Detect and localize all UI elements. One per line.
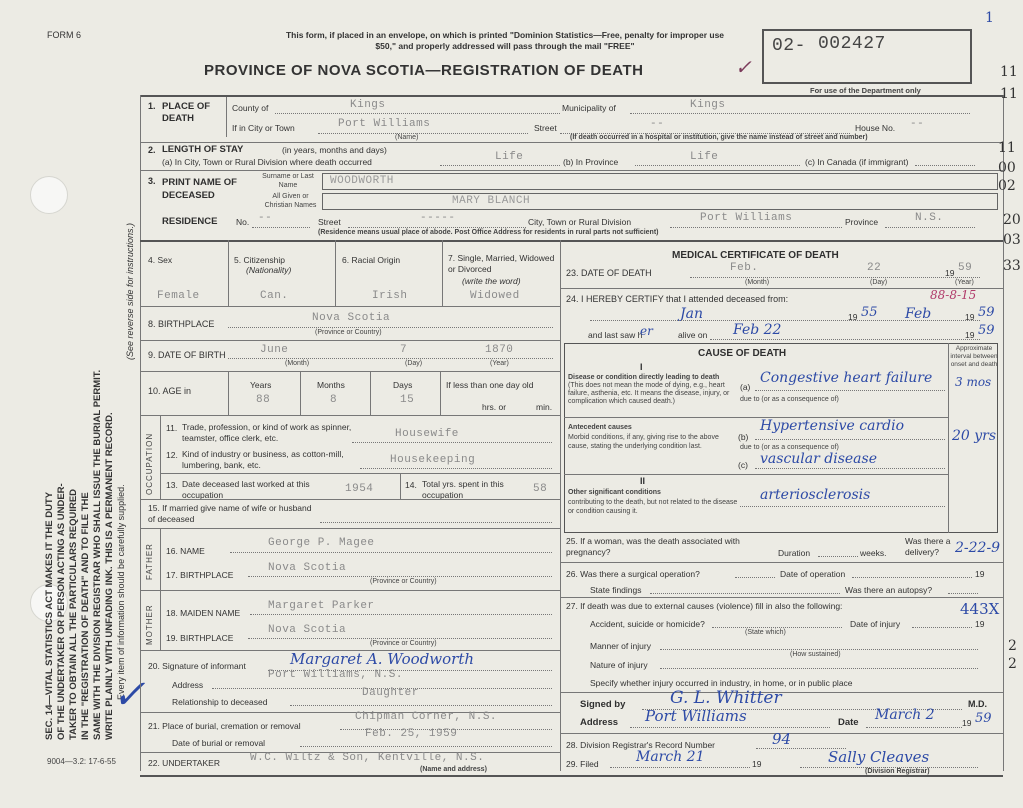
q24-alive-year: 59 — [978, 323, 995, 338]
stay-b-label: (b) In Province — [563, 157, 619, 167]
cause-b-value: Hypertensive cardio — [760, 418, 905, 434]
cause-c-label: (c) — [738, 460, 748, 470]
hrs-label: hrs. or — [482, 402, 507, 412]
undertaker-value: W.C. Wiltz & Son, Kentville, N.S. — [250, 752, 485, 764]
father-birth-line — [248, 576, 552, 577]
res-city-line — [670, 227, 842, 228]
q24-last-h: er — [640, 324, 653, 338]
origin-value: Irish — [372, 290, 408, 302]
mother-birth-sub: (Province or Country) — [370, 640, 437, 647]
rule-9 — [140, 528, 560, 529]
date-value: March 2 — [875, 707, 935, 723]
mother-birth-line — [248, 638, 552, 639]
medical-title: MEDICAL CERTIFICATE OF DEATH — [672, 250, 839, 261]
burial-place-label: 21. Place of burial, cremation or removal — [148, 721, 301, 731]
stay-sub: (in years, months and days) — [282, 145, 387, 155]
rule-8 — [140, 499, 560, 500]
q11-value: Housewife — [395, 428, 459, 440]
county-value: Kings — [350, 99, 386, 111]
side-instruction-1: SEC. 14—VITAL STATISTICS ACT MAKES IT THE DUTY — [44, 491, 55, 740]
sex-value: Female — [157, 290, 200, 302]
margin-mark-3: 11 — [1000, 86, 1018, 102]
cause-b-line — [755, 439, 945, 440]
injury-date-label: Date of injury — [850, 619, 901, 629]
how-sustained: (How sustained) — [790, 651, 841, 658]
occupation-side-label: OCCUPATION — [145, 432, 154, 495]
margin-mark-8: 03 — [1003, 232, 1021, 248]
q23-day-sub: (Day) — [870, 279, 888, 286]
hospital-note: (If death occurred in a hospital or institution, give the name instead of street and number) — [570, 134, 868, 141]
margin-note: 88-8-15 — [930, 288, 977, 302]
city-name-note: (Name) — [395, 134, 419, 141]
informant-rel-line — [290, 705, 552, 706]
q24-from-year: 55 — [861, 305, 878, 320]
municipality-line — [630, 113, 970, 114]
registrar-signature: Sally Cleaves — [828, 748, 930, 766]
stay-a-label: (a) In City, Town or Rural Division where death occurred — [162, 157, 372, 167]
county-line — [275, 113, 560, 114]
citizenship-value: Can. — [260, 290, 289, 302]
dob-year: 1870 — [485, 344, 514, 356]
stay-b-value: Life — [690, 151, 719, 163]
q29-value: March 21 — [636, 749, 705, 765]
burial-date-line — [300, 746, 552, 747]
stay-a-line — [440, 165, 560, 166]
place-num: 1. — [148, 101, 156, 111]
side-instruction-2: OF THE UNDERTAKER OR PERSON ACTING AS UNDER- — [56, 483, 67, 740]
citizenship-sub: (Nationality) — [246, 265, 292, 275]
age-div-1 — [228, 371, 229, 415]
header-check-mark: ✓ — [735, 55, 752, 79]
accident-label: Accident, suicide or homicide? — [590, 619, 705, 629]
q28-value: 94 — [772, 730, 792, 748]
burial-date-value: Feb. 25, 1959 — [365, 728, 458, 740]
residence-street-value: ----- — [420, 212, 456, 224]
residence-no-label: No. — [236, 217, 250, 227]
stay-a-value: Life — [495, 151, 524, 163]
q12-line — [360, 468, 552, 469]
birthplace-line — [228, 327, 553, 328]
min-label: min. — [536, 402, 553, 412]
left-rule — [140, 95, 141, 771]
accident-line — [712, 627, 842, 628]
q23-year: 59 — [958, 262, 973, 274]
q24-last: and last saw h — [588, 330, 643, 340]
dob-month-sub: (Month) — [285, 360, 310, 367]
residence-street-label: Street — [318, 217, 341, 227]
roman-1: I — [640, 362, 643, 372]
age-years: 88 — [256, 394, 271, 406]
manner-label: Manner of injury — [590, 641, 651, 651]
dob-year-sub: (Year) — [490, 360, 509, 367]
house-value: -- — [910, 118, 925, 130]
residence-province-label: Province — [845, 217, 879, 227]
spouse-label: 15. If married give name of wife or husband of deceased — [148, 503, 312, 524]
delivery-note: 2-22-9 — [955, 540, 1001, 556]
given-value: MARY BLANCH — [452, 195, 531, 207]
undertaker-label: 22. UNDERTAKER — [148, 758, 220, 768]
rule-7 — [140, 415, 560, 416]
given-box — [322, 193, 998, 210]
other-label: Other significant conditions — [568, 489, 661, 496]
q23-label: 23. DATE OF DEATH — [566, 268, 652, 278]
birthplace-label: 8. BIRTHPLACE — [148, 319, 215, 329]
res-prov-line — [885, 227, 975, 228]
direct-label: Disease or condition directly leading to death — [568, 374, 720, 381]
form-title: PROVINCE OF NOVA SCOTIA—REGISTRATION OF DEATH — [204, 62, 644, 79]
dept-note: For use of the Department only — [810, 86, 921, 95]
check-mark: ✓ — [112, 672, 146, 718]
reg-number: 002427 — [818, 34, 886, 54]
q11-label: Trade, profession, or kind of work as spinner, teamster, office clerk, etc. — [182, 422, 352, 443]
lessday-label: If less than one day old — [446, 380, 534, 390]
q27-note: 443X — [960, 600, 1000, 618]
mail-notice: This form, if placed in an envelope, on which is printed "Dominion Statistics—Free, penalty for improper use $50," and properly addressed will pass through the mail "FREE" — [285, 30, 725, 51]
father-birth-value: Nova Scotia — [268, 562, 347, 574]
informant-addr-label: Address — [172, 680, 204, 690]
city-line — [318, 133, 528, 134]
stay-c-label: (c) In Canada (if immigrant) — [805, 157, 909, 167]
interval-div — [948, 343, 949, 533]
reg-prefix: 02- — [772, 36, 806, 56]
nature-line — [660, 668, 978, 669]
sex-label: 4. Sex — [148, 255, 173, 265]
rule-r3 — [560, 597, 1003, 598]
q24-to-year: 59 — [978, 305, 995, 320]
cause-bc-interval: 20 yrs — [952, 428, 997, 444]
residence-city-value: Port Williams — [700, 212, 793, 224]
municipality-value: Kings — [690, 99, 726, 111]
q12-value: Housekeeping — [390, 454, 476, 466]
other-line — [740, 506, 945, 507]
q13-label: Date deceased last worked at this occupation — [182, 479, 310, 500]
rule-2 — [140, 170, 1003, 171]
burial-date-label: Date of burial or removal — [172, 738, 266, 748]
stay-b-line — [635, 165, 800, 166]
marital-value: Widowed — [470, 290, 520, 302]
q28-label: 28. Division Registrar's Record Number — [566, 740, 716, 750]
side-instruction-3: TAKER TO OBTAIN ALL THE PARTICULARS REQUIRED — [68, 488, 79, 740]
margin-mark-7: 20 — [1003, 212, 1021, 228]
date-label: Date — [838, 717, 859, 728]
rule-4 — [140, 306, 560, 307]
antecedent-note: Morbid conditions, if any, giving rise to the above cause, stating the underlying condition last. — [568, 434, 719, 450]
duration-label: Duration — [778, 548, 811, 558]
county-label: County of — [232, 103, 269, 113]
stay-num: 2. — [148, 145, 156, 155]
house-label: House No. — [855, 123, 896, 133]
margin-mark-10: 2 — [1008, 638, 1017, 654]
rule-occ — [160, 473, 560, 474]
cause-a-line — [755, 390, 945, 391]
cause-c-value: vascular disease — [760, 451, 877, 467]
nature-label: Nature of injury — [590, 660, 648, 670]
mother-birth-label: 19. BIRTHPLACE — [166, 633, 234, 643]
city-value: Port Williams — [338, 118, 431, 130]
q26-line — [735, 577, 775, 578]
father-name-label: 16. NAME — [166, 546, 205, 556]
street-value: -- — [650, 118, 665, 130]
antecedent-label: Antecedent causes — [568, 424, 632, 431]
informant-sig-label: 20. Signature of informant — [148, 661, 246, 671]
p-div-2 — [335, 240, 336, 306]
bottom-rule — [140, 775, 1003, 777]
undertaker-sub: (Name and address) — [420, 766, 487, 773]
origin-label: 6. Racial Origin — [342, 255, 401, 265]
top-rule — [140, 95, 1003, 97]
q29-line — [610, 767, 750, 768]
place-divider — [226, 97, 227, 137]
residence-note: (Residence means usual place of abode. Post Office Address for residents in rural parts not sufficient) — [318, 229, 659, 236]
side-instruction-6: WRITE PLAINLY WITH UNFADING INK. THIS IS A PERMANENT RECORD. — [104, 412, 115, 740]
direct-note: (This does not mean the mode of dying, e.g., heart failure, asthenia, etc. It means the disease, injury, or complication which caused death.) — [568, 382, 730, 405]
findings-line — [650, 593, 840, 594]
mother-name-label: 18. MAIDEN NAME — [166, 608, 241, 618]
address-label: Address — [580, 717, 619, 728]
q29-year-pre: 19 — [752, 759, 762, 769]
injury-date-line — [912, 627, 972, 628]
interval-label: Approximate interval between onset and death — [950, 345, 998, 368]
margin-mark-9: 33 — [1003, 258, 1021, 274]
q23-line — [690, 277, 980, 278]
rule-3 — [140, 240, 1003, 242]
right-rule — [1003, 95, 1004, 771]
date-line — [866, 727, 962, 728]
rule-10 — [140, 590, 560, 591]
delivery-label: Was there a delivery? — [905, 536, 951, 557]
surname-label: Surname or Last Name — [262, 173, 314, 189]
q23-year-pre: 19 — [945, 268, 955, 278]
given-label: All Given or Christian Names — [264, 193, 317, 209]
cause-a-interval: 3 mos — [955, 375, 992, 389]
dob-month: June — [260, 344, 289, 356]
date-year: 59 — [975, 711, 992, 726]
spouse-line — [320, 522, 552, 523]
father-birth-sub: (Province or Country) — [370, 578, 437, 585]
autopsy-line — [948, 593, 978, 594]
father-name-value: George P. Magee — [268, 537, 375, 549]
birthplace-value: Nova Scotia — [312, 312, 391, 324]
cause-b-label: (b) — [738, 432, 749, 442]
informant-signature: Margaret A. Woodworth — [290, 650, 475, 668]
age-div-3 — [370, 371, 371, 415]
signed-label: Signed by — [580, 699, 626, 710]
q14-value: 58 — [533, 483, 548, 495]
side-instruction-5: SAME WITH THE DIVISION REGISTRAR WHO SHALL ISSUE THE BURIAL PERMIT. — [92, 369, 103, 740]
other-note: contributing to the death, but not related to the disease or condition causing it. — [568, 499, 738, 515]
findings-label: State findings — [590, 585, 642, 595]
q23-year-sub: (Year) — [955, 279, 974, 286]
residence-no-value: -- — [258, 212, 273, 224]
age-div-4 — [440, 371, 441, 415]
residence-city-label: City, Town or Rural Division — [528, 217, 632, 227]
autopsy-label: Was there an autopsy? — [845, 585, 933, 595]
q13-num: 13. — [166, 480, 178, 490]
years-label: Years — [250, 380, 272, 390]
q11-num: 11. — [166, 423, 178, 433]
surname-box — [322, 173, 998, 190]
q14-num: 14. — [405, 480, 417, 490]
q24-alive: alive on — [678, 330, 708, 340]
informant-address: Port Williams, N.S. — [268, 669, 403, 681]
burial-place-value: Chipman Corner, N.S. — [355, 711, 498, 723]
stay-label: LENGTH OF STAY — [162, 144, 244, 155]
margin-mark-1: 1 — [985, 10, 994, 26]
q24-year-pre-3: 19 — [965, 330, 975, 340]
q26-label: 26. Was there a surgical operation? — [566, 569, 700, 579]
q11-line — [352, 442, 552, 443]
res-no-line — [252, 227, 310, 228]
father-birth-label: 17. BIRTHPLACE — [166, 570, 234, 580]
cause-a-value: Congestive heart failure — [760, 370, 933, 386]
q23-month: Feb. — [730, 262, 759, 274]
rule-5 — [140, 340, 560, 341]
informant-relationship: Daughter — [362, 687, 419, 699]
state-which: (State which) — [745, 629, 786, 636]
city-label: If in City or Town — [232, 123, 295, 133]
q24-from: Jan — [680, 306, 703, 322]
signed-value: G. L. Whitter — [670, 688, 782, 708]
informant-rel-label: Relationship to deceased — [172, 697, 268, 707]
specify-label: Specify whether injury occurred in industry, in home, or in public place — [590, 678, 853, 688]
form-code: 9004—3.2: 17-6-55 — [47, 757, 116, 766]
q14-label: Total yrs. spent in this occupation — [422, 479, 504, 500]
rule-6 — [140, 371, 560, 372]
margin-mark-2: 11 — [1000, 64, 1018, 80]
cause-a-label: (a) — [740, 382, 751, 392]
age-label: 10. AGE in — [148, 386, 192, 396]
op-date-label: Date of operation — [780, 569, 846, 579]
mother-name-value: Margaret Parker — [268, 600, 375, 612]
q12-label: Kind of industry or business, as cotton-mill, lumbering, bank, etc. — [182, 449, 344, 470]
md-label: M.D. — [968, 699, 987, 709]
q24-to: Feb — [905, 306, 932, 322]
due-to-2: due to (or as a consequence of) — [740, 444, 839, 451]
punch-hole-top — [30, 176, 68, 214]
side-instruction-4: IN THE "REGISTRATION OF DEATH" AND TO FILE THE — [80, 492, 91, 740]
occ-div-2 — [400, 473, 401, 499]
street-label: Street — [534, 123, 557, 133]
q24-year-pre-1: 19 — [848, 312, 858, 322]
q24-line-2 — [710, 339, 980, 340]
age-days: 15 — [400, 394, 415, 406]
cause-rule-2 — [564, 474, 948, 475]
days-label: Days — [393, 380, 413, 390]
registrar-sub: (Division Registrar) — [865, 768, 930, 775]
address-value: Port Williams — [645, 707, 747, 725]
dob-day: 7 — [400, 344, 408, 356]
due-to-1: due to (or as a consequence of) — [740, 396, 839, 403]
mother-name-line — [250, 614, 552, 615]
margin-mark-5: 00 — [998, 160, 1016, 176]
q24-alive-date: Feb 22 — [733, 322, 782, 338]
father-div — [160, 528, 161, 590]
injury-year-pre: 19 — [975, 619, 985, 629]
side-instruction-7: (See reverse side for instructions.) — [125, 222, 135, 360]
residence-province-value: N.S. — [915, 212, 944, 224]
cause-c-line — [755, 468, 945, 469]
margin-mark-6: 02 — [998, 178, 1016, 194]
p-div-1 — [228, 240, 229, 306]
place-label: PLACE OF DEATH — [162, 101, 211, 124]
q24-year-pre-2: 19 — [965, 312, 975, 322]
side-instruction-8: Every item of information should be carefully supplied. — [116, 484, 126, 700]
margin-mark-11: 2 — [1008, 656, 1017, 672]
q25-label: 25. If a woman, was the death associated with pregnancy? — [566, 536, 740, 557]
occ-div — [160, 415, 161, 499]
manner-line — [660, 649, 978, 650]
birthplace-sub: (Province or Country) — [315, 329, 382, 336]
roman-2: II — [640, 476, 646, 486]
rule-1 — [140, 142, 1003, 143]
other-value: arteriosclerosis — [760, 487, 871, 503]
age-months: 8 — [330, 394, 338, 406]
weeks-label: weeks. — [860, 548, 887, 558]
q13-value: 1954 — [345, 483, 374, 495]
father-side-label: FATHER — [145, 543, 154, 580]
stay-c-line — [915, 165, 975, 166]
q27-label: 27. If death was due to external causes (violence) fill in also the following: — [566, 601, 843, 611]
p-div-3 — [442, 240, 443, 306]
surname-value: WOODWORTH — [330, 175, 394, 187]
father-name-line — [230, 552, 552, 553]
rule-r2 — [560, 562, 1003, 563]
name-num: 3. — [148, 176, 156, 186]
q23-month-sub: (Month) — [745, 279, 770, 286]
q23-day: 22 — [867, 262, 882, 274]
name-label: PRINT NAME OF DECEASED — [162, 177, 237, 201]
date-year-pre: 19 — [962, 718, 972, 728]
age-div-2 — [300, 371, 301, 415]
dob-line — [228, 358, 553, 359]
res-street-line — [348, 227, 526, 228]
marital-label: 7. Single, Married, Widowed or Divorced — [448, 253, 555, 274]
mother-birth-value: Nova Scotia — [268, 624, 347, 636]
q26-year-pre: 19 — [975, 569, 985, 579]
q12-num: 12. — [166, 450, 178, 460]
op-date-line — [852, 577, 972, 578]
q24-label: 24. I HEREBY CERTIFY that I attended deceased from: — [566, 294, 789, 304]
address-line — [630, 727, 830, 728]
dob-day-sub: (Day) — [405, 360, 423, 367]
mother-side-label: MOTHER — [145, 604, 154, 645]
marital-sub: (write the word) — [462, 276, 521, 286]
cause-title: CAUSE OF DEATH — [698, 348, 787, 359]
margin-mark-4: 11 — [998, 140, 1016, 156]
mother-div — [160, 590, 161, 650]
municipality-label: Municipality of — [562, 103, 616, 113]
q24-line-1 — [590, 320, 980, 321]
dob-label: 9. DATE OF BIRTH — [148, 350, 226, 360]
citizenship-label: 5. Citizenship — [234, 255, 286, 265]
residence-label: RESIDENCE — [162, 216, 218, 227]
q29-label: 29. Filed — [566, 759, 599, 769]
duration-line — [818, 556, 858, 557]
form-number: FORM 6 — [47, 30, 82, 40]
months-label: Months — [317, 380, 345, 390]
